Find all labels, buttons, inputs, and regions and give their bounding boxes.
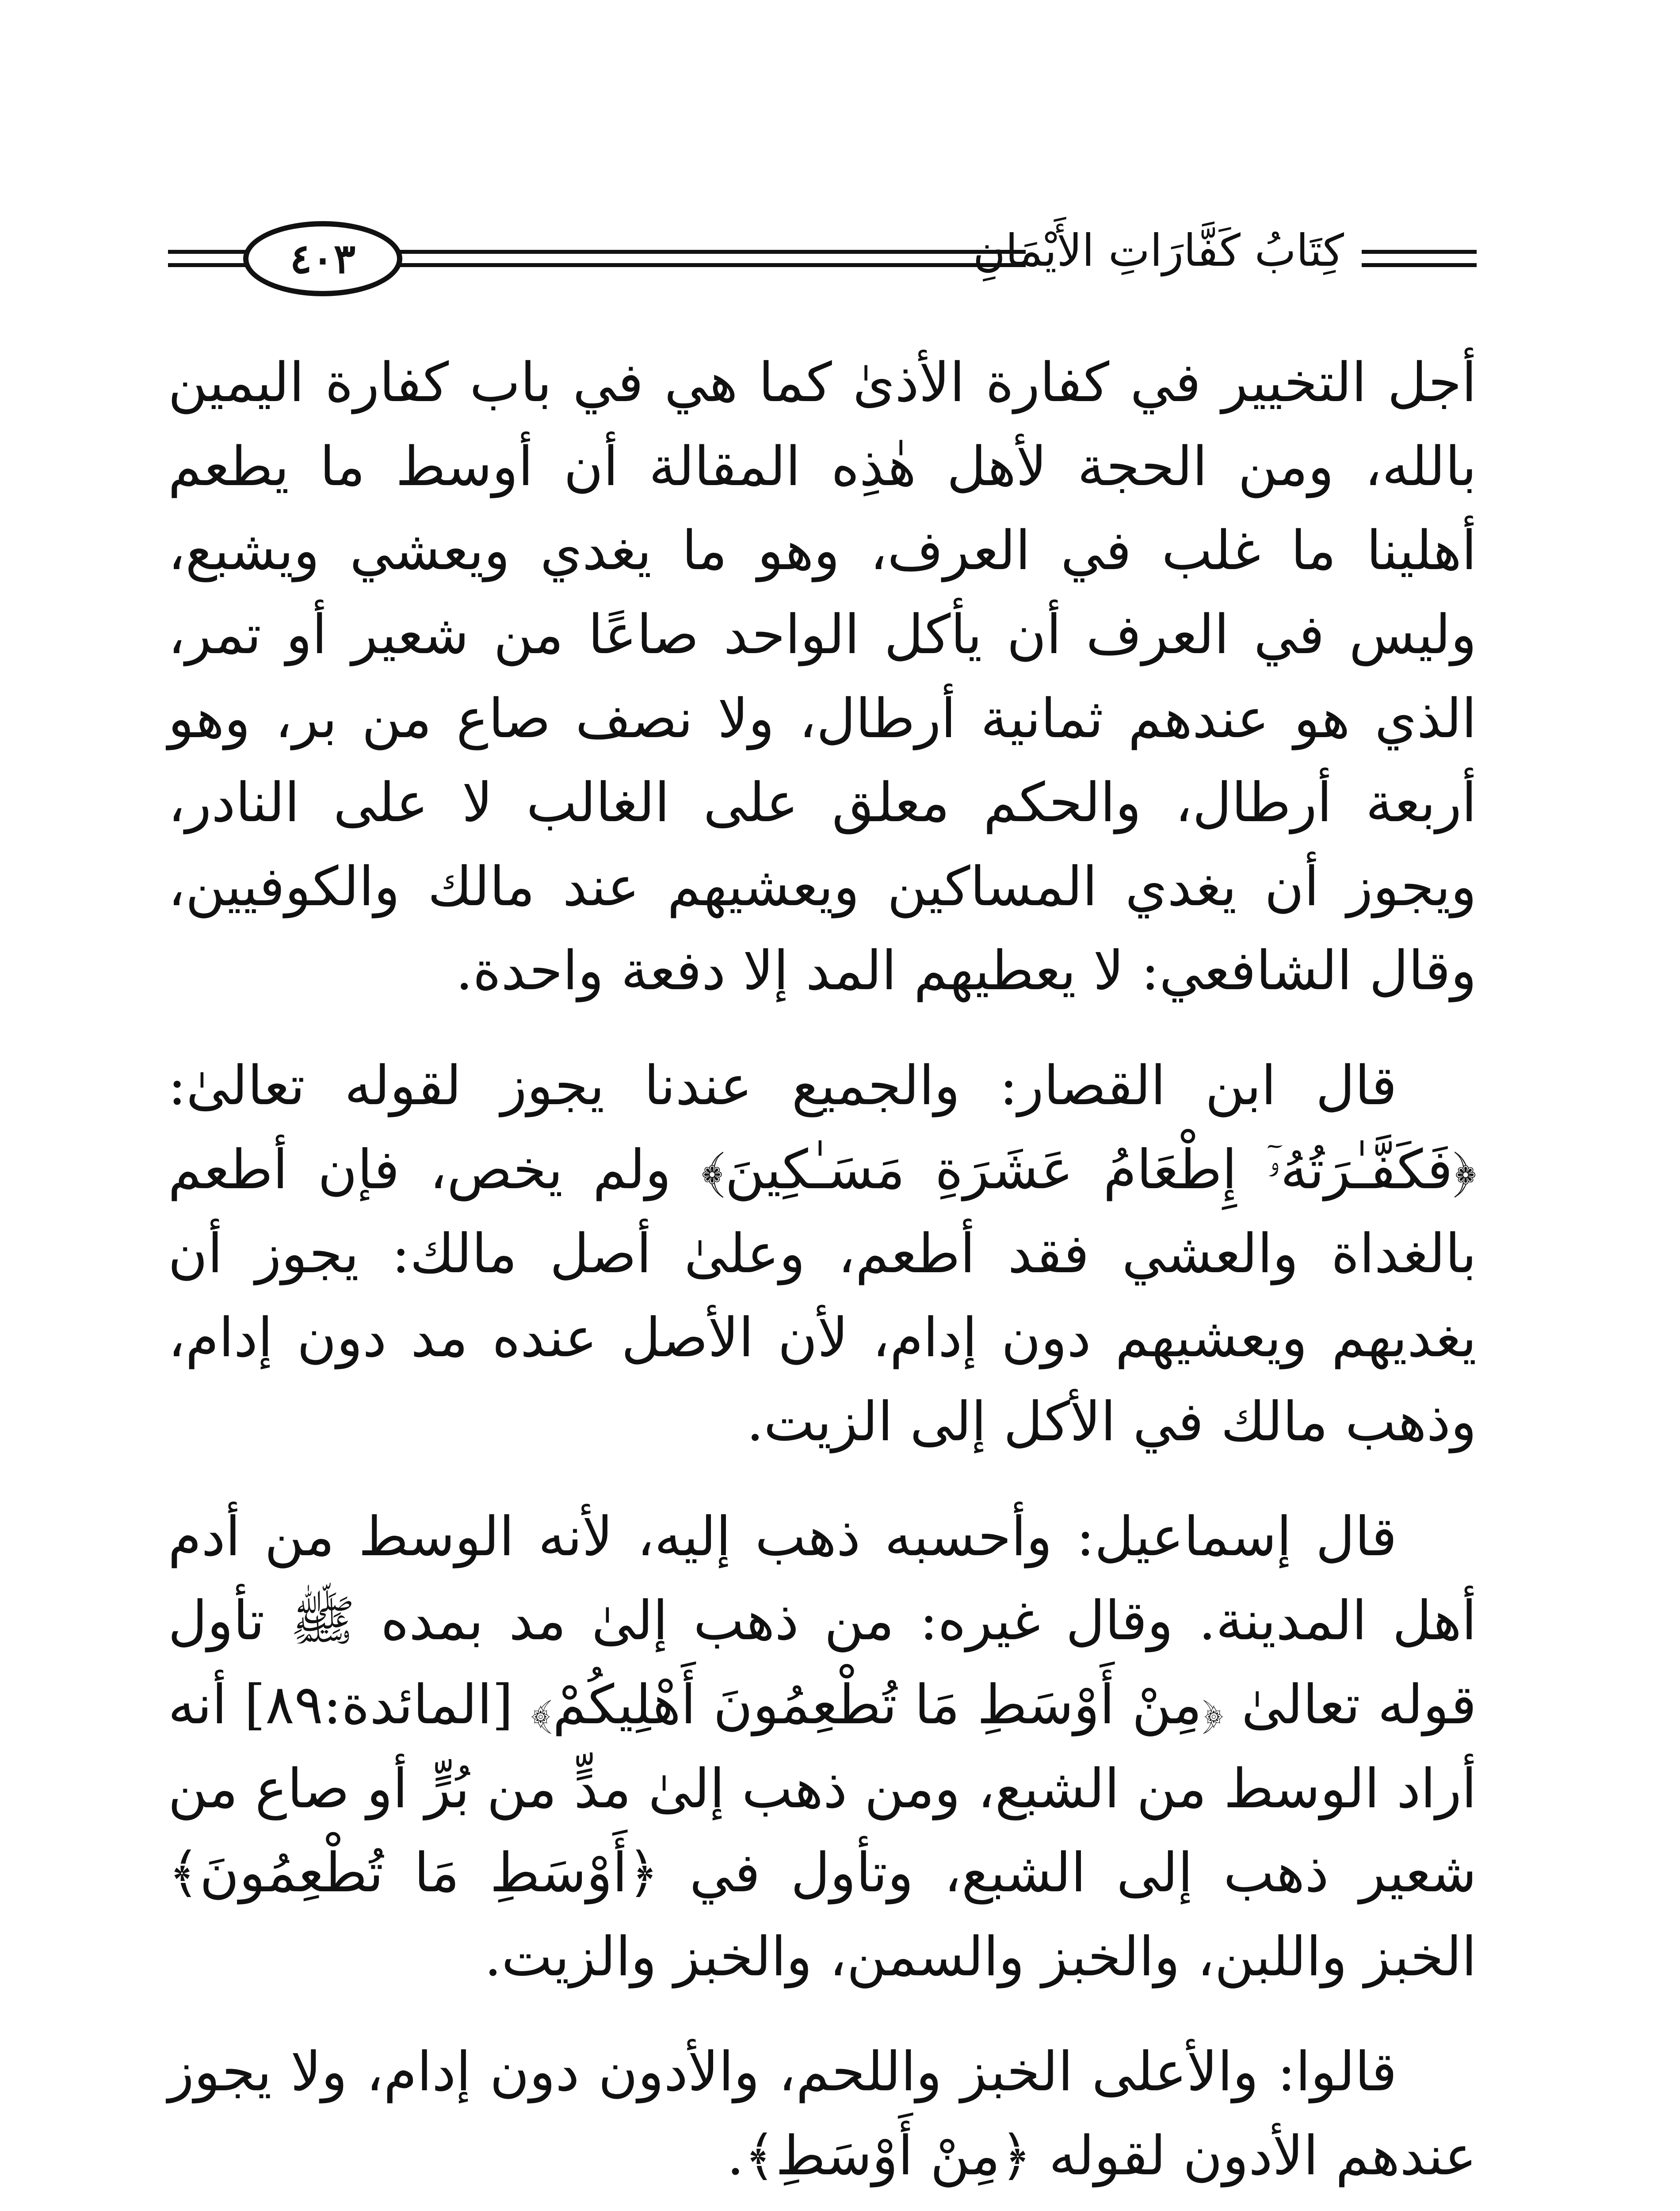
body-text xyxy=(168,340,1477,2211)
header-rule-middle-top xyxy=(389,250,1026,254)
paragraph-4: قالوا: والأعلى الخبز واللحم، والأدون دون إدام، ولا يجوز عندهم الأدون لقوله ﴿مِنْ أَوْسَطِ﴾. xyxy=(168,2040,1477,2187)
header-rule-left-bottom xyxy=(168,263,248,267)
paragraph-1: أجل التخيير في كفارة الأذىٰ كما هي في باب كفارة اليمين بالله، ومن الحجة لأهل هٰذِه المقالة أن أوسط ما يطعم أهلينا ما غلب في العرف، وهو ما يغدي ويعشي ويشبع، وليس في العرف أن يأكل الواحد صاعًا من شعير أو تمر، الذي هو عندهم ثمانية أرطال، ولا نصف صاع من بر، وهو أربعة أرطال، والحكم معلق على الغالب لا على النادر، ويجوز أن يغدي المساكين ويعشيهم عند مالك والكوفيين، وقال الشافعي: لا يعطيهم المد إلا دفعة واحدة. xyxy=(168,351,1477,1002)
header-rule-right-top xyxy=(1362,250,1477,254)
header-rule-middle-bottom xyxy=(389,263,1026,267)
page-header xyxy=(168,208,1477,310)
paragraph-3: قال إسماعيل: وأحسبه ذهب إليه، لأنه الوسط من أدم أهل المدينة. وقال غيره: من ذهب إلىٰ مد بمده ﷺ تأول قوله تعالىٰ ﴿مِنْ أَوْسَطِ مَا تُطْعِمُونَ أَهْلِيكُمْ﴾ [المائدة:٨٩] أنه أراد الوسط من الشبع، ومن ذهب إلىٰ مدٍّ من بُرٍّ أو صاع من شعير ذهب إلى الشبع، وتأول في ﴿أَوْسَطِ مَا تُطْعِمُونَ﴾ الخبز واللبن، والخبز والسمن، والخبز والزيت. xyxy=(168,1505,1477,1988)
header-rule-right-bottom xyxy=(1362,263,1477,267)
running-title: كِتَابُ كَفَّارَاتِ الأَيْمَانِ xyxy=(973,225,1344,276)
header-rule-left-top xyxy=(168,250,248,254)
page-number: ٤٠٣ xyxy=(290,235,356,283)
paragraph-2: قال ابن القصار: والجميع عندنا يجوز لقوله تعالىٰ: ﴿فَكَفَّـٰرَتُهُۥٓ إِطْعَامُ عَشَرَةِ مَسَـٰكِينَ﴾ ولم يخص، فإن أطعم بالغداة والعشي فقد أطعم، وعلىٰ أصل مالك: يجوز أن يغديهم ويعشيهم دون إدام، لأن الأصل عنده مد دون إدام، وذهب مالك في الأكل إلى الزيت. xyxy=(168,1054,1477,1453)
page-number-oval xyxy=(243,221,402,296)
